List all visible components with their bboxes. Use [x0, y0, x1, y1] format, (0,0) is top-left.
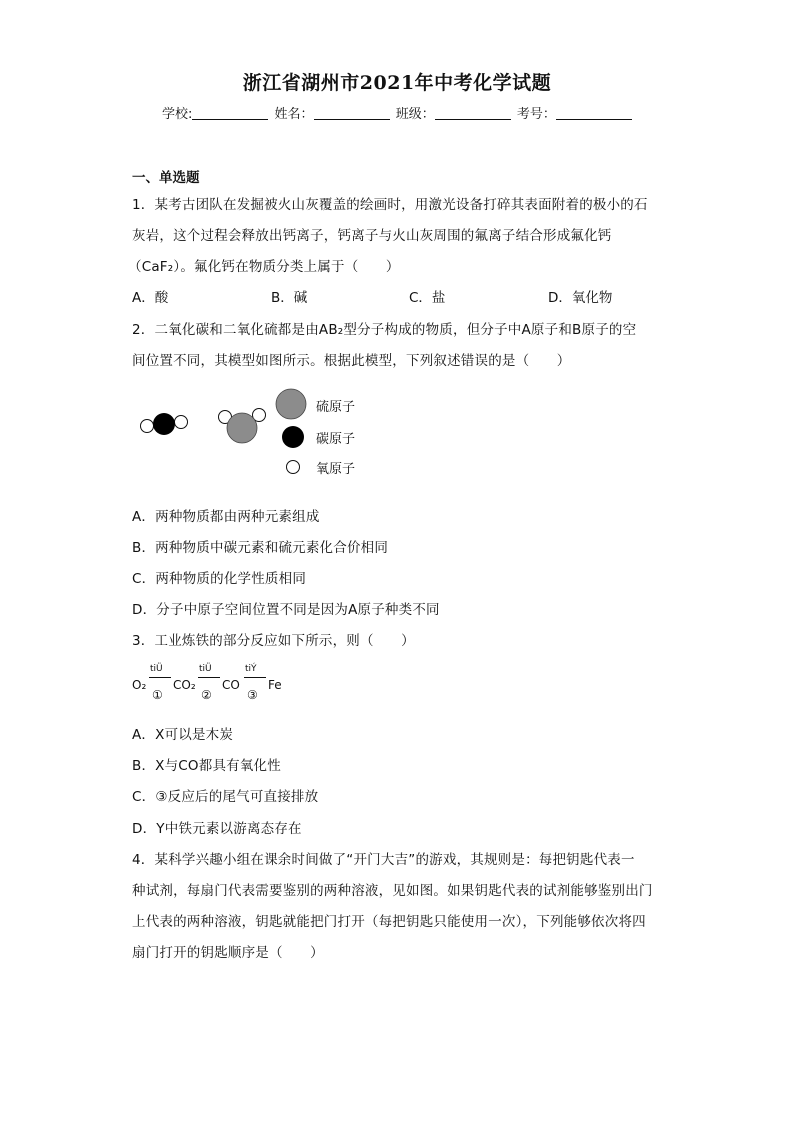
molecule-model-figure — [130, 380, 330, 480]
species-o2: O₂ — [132, 678, 147, 692]
condition-1: tiÜ — [150, 664, 163, 674]
legend-sulfur-symbol — [276, 389, 306, 419]
q3-option-c: C．③反应后的尾气可直接排放 — [132, 789, 319, 805]
name-blank — [314, 106, 390, 120]
q1-line: 1．某考古团队在发掘被火山灰覆盖的绘画时，用激光设备打碎其表面附着的极小的石 — [132, 197, 648, 213]
q1-option-a: A．酸 — [132, 290, 169, 306]
q1-line: （CaF₂）。氟化钙在物质分类上属于（ ） — [128, 259, 400, 275]
oxygen-atom — [175, 416, 188, 429]
q2-option-c: C．两种物质的化学性质相同 — [132, 571, 307, 587]
step-2: ② — [201, 688, 212, 702]
condition-2: tiÜ — [199, 664, 212, 674]
arrow-1 — [149, 677, 171, 678]
arrow-3 — [244, 677, 266, 678]
q2-option-a: A．两种物质都由两种元素组成 — [132, 509, 320, 525]
species-co2: CO₂ — [173, 678, 196, 692]
legend-sulfur-label: 硫原子 — [316, 400, 356, 415]
q1-option-d: D．氧化物 — [548, 290, 613, 306]
q3-option-d: D．Y中铁元素以游离态存在 — [132, 821, 302, 837]
section-heading: 一、单选题 — [132, 170, 200, 186]
class-blank — [435, 106, 511, 120]
q2-option-d: D．分子中原子空间位置不同是因为A原子种类不同 — [132, 602, 440, 618]
q2-line: 2．二氧化碳和二氧化硫都是由AB₂型分子构成的物质，但分子中A原子和B原子的空 — [132, 322, 637, 338]
step-1: ① — [152, 688, 163, 702]
arrow-2 — [198, 677, 220, 678]
name-label: 姓名： — [274, 107, 314, 122]
q4-line: 种试剂，每扇门代表需要鉴别的两种溶液，见如图。如果钥匙代表的试剂能够鉴别出门 — [132, 883, 653, 899]
exam-number-blank — [556, 106, 632, 120]
species-fe: Fe — [268, 678, 282, 692]
exam-number-label: 考号： — [516, 107, 556, 122]
condition-3: tiÝ — [245, 664, 257, 674]
oxygen-atom — [141, 420, 154, 433]
step-3: ③ — [247, 688, 258, 702]
carbon-atom — [153, 413, 175, 435]
page-title: 浙江省湖州市2021年中考化学试题 — [242, 72, 552, 94]
q1-line: 灰岩，这个过程会释放出钙离子，钙离子与火山灰周围的氟离子结合形成氟化钙 — [132, 228, 612, 244]
sulfur-atom — [227, 413, 257, 443]
q1-option-b: B．碱 — [271, 290, 308, 306]
school-label: 学校: — [162, 107, 193, 122]
q4-line: 4．某科学兴趣小组在课余时间做了“开门大吉”的游戏，其规则是：每把钥匙代表一 — [132, 852, 635, 868]
school-blank — [192, 106, 268, 120]
legend-oxygen-label: 氧原子 — [316, 462, 356, 477]
q3-option-a: A．X可以是木炭 — [132, 727, 234, 743]
q1-option-c: C．盐 — [409, 290, 446, 306]
student-info-row — [162, 103, 634, 122]
class-label: 班级： — [395, 107, 435, 122]
legend-carbon-symbol — [282, 426, 304, 448]
legend-carbon-label: 碳原子 — [316, 432, 356, 447]
species-co: CO — [222, 678, 240, 692]
q4-line: 扇门打开的钥匙顺序是（ ） — [132, 945, 324, 961]
q3-option-b: B．X与CO都具有氧化性 — [132, 758, 281, 774]
legend-oxygen-symbol — [287, 461, 300, 474]
q2-option-b: B．两种物质中碳元素和硫元素化合价相同 — [132, 540, 389, 556]
q3-stem: 3．工业炼铁的部分反应如下所示，则（ ） — [132, 633, 415, 649]
q4-line: 上代表的两种溶液，钥匙就能把门打开（每把钥匙只能使用一次），下列能够依次将四 — [132, 914, 646, 930]
q2-line: 间位置不同，其模型如图所示。根据此模型，下列叙述错误的是（ ） — [132, 353, 571, 369]
